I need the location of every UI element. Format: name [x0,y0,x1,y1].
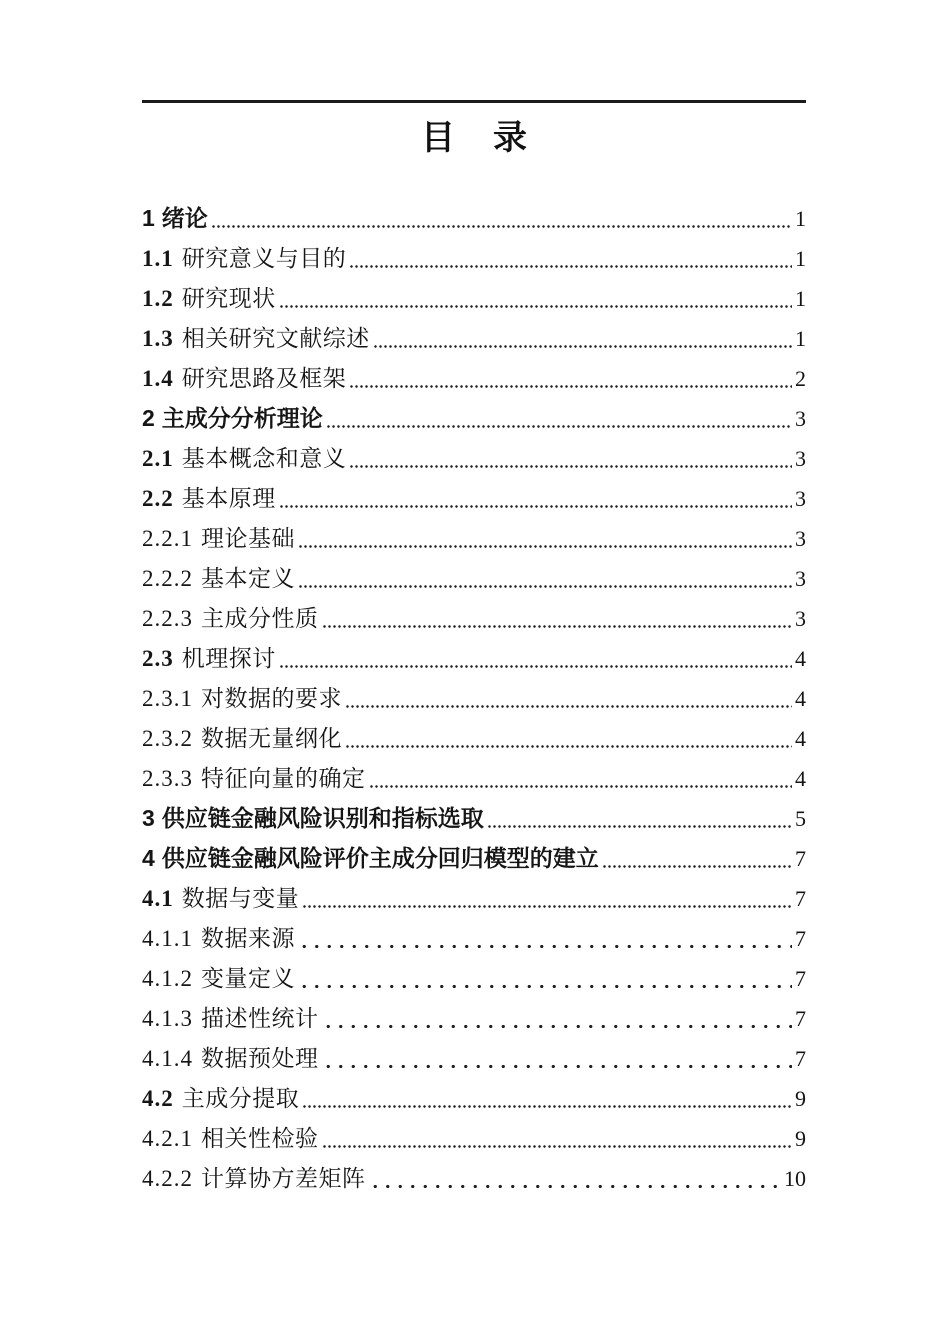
toc-entry-number: 2.3.2 [142,726,193,751]
toc-entry-page: 3 [795,606,806,631]
toc-entry[interactable] [142,556,806,596]
toc-entry-page: 4 [795,686,806,711]
toc-entry-number: 2 [142,405,155,431]
toc-entry-title: 数据与变量 [181,886,300,911]
toc-entry-title: 基本概念和意义 [181,446,347,471]
toc-entry[interactable] [142,676,806,716]
toc-entry-title: 供应链金融风险评价主成分回归模型的建立 [161,845,599,871]
toc-entry-number: 1.3 [142,326,174,351]
toc-entry[interactable] [142,516,806,556]
toc-entry[interactable] [142,596,806,636]
toc-entry[interactable] [142,956,806,996]
toc-entry-page: 7 [795,966,806,991]
toc-entry-page: 7 [795,886,806,911]
toc-entry-title: 特征向量的确定 [201,766,366,791]
dot-leader [349,384,792,389]
toc-entry[interactable] [142,276,806,316]
toc-entry-page: 9 [795,1126,806,1151]
dot-leader [298,984,792,989]
toc-entry-page: 7 [795,1006,806,1031]
dot-leader [345,704,792,709]
toc-entry-page: 9 [795,1086,806,1111]
toc-entry[interactable] [142,196,806,236]
toc-entry-number: 1.4 [142,366,174,391]
dot-leader [322,1064,793,1069]
toc-entry[interactable] [142,396,806,436]
toc-entry-title: 研究思路及框架 [181,366,347,391]
toc-entry[interactable] [142,316,806,356]
toc-entry-number: 4.2.2 [142,1166,193,1191]
toc-entry-number: 1 [142,205,155,231]
toc-entry[interactable] [142,716,806,756]
toc-entry[interactable] [142,836,806,876]
toc-list [142,196,806,1196]
toc-entry-page: 4 [795,646,806,671]
toc-entry-number: 2.3 [142,646,174,671]
dot-leader [279,304,792,309]
toc-entry-page: 7 [795,846,806,871]
dot-leader [279,664,792,669]
toc-entry-title: 基本原理 [181,486,276,511]
dot-leader [302,904,792,909]
dot-leader [369,784,793,789]
toc-entry-title: 理论基础 [201,526,295,551]
dot-leader [298,544,792,549]
toc-entry-title: 计算协方差矩阵 [201,1166,366,1191]
toc-entry-title: 研究现状 [181,286,276,311]
toc-entry-title: 相关性检验 [201,1126,319,1151]
toc-entry[interactable] [142,756,806,796]
toc-entry-page: 7 [795,926,806,951]
toc-entry-title: 供应链金融风险识别和指标选取 [161,805,484,831]
toc-entry[interactable] [142,636,806,676]
toc-entry-number: 2.3.3 [142,766,193,791]
toc-entry-title: 机理探讨 [181,646,276,671]
toc-entry-title: 对数据的要求 [201,686,342,711]
toc-entry-number: 4.1.4 [142,1046,193,1071]
dot-leader [302,1104,792,1109]
toc-entry[interactable] [142,1036,806,1076]
toc-entry-title: 数据无量纲化 [201,726,342,751]
toc-entry-number: 4.1.3 [142,1006,193,1031]
toc-entry-page: 3 [795,406,806,431]
toc-entry-title: 描述性统计 [201,1006,319,1031]
toc-entry[interactable] [142,356,806,396]
toc-entry-number: 4.1 [142,886,174,911]
toc-entry-number: 2.2.3 [142,606,193,631]
toc-entry-page: 5 [795,806,806,831]
toc-entry-page: 3 [795,446,806,471]
dot-leader [373,344,792,349]
toc-entry-number: 2.1 [142,446,174,471]
header-rule [142,100,806,103]
toc-entry-title: 相关研究文献综述 [181,326,370,351]
toc-entry[interactable] [142,916,806,956]
toc-entry-page: 1 [795,286,806,311]
toc-entry[interactable] [142,876,806,916]
toc-entry-title: 基本定义 [201,566,295,591]
toc-entry[interactable] [142,1076,806,1116]
toc-entry-number: 2.3.1 [142,686,193,711]
toc-entry-title: 主成分提取 [181,1086,300,1111]
dot-leader [369,1184,782,1189]
toc-entry[interactable] [142,1156,806,1196]
toc-entry-page: 3 [795,526,806,551]
toc-entry-number: 1.2 [142,286,174,311]
toc-entry-number: 3 [142,805,155,831]
toc-entry-page: 4 [795,766,806,791]
toc-entry[interactable] [142,236,806,276]
toc-entry-page: 7 [795,1046,806,1071]
toc-entry-number: 4.2 [142,1086,174,1111]
dot-leader [322,1144,793,1149]
dot-leader [602,864,792,869]
toc-entry-page: 1 [795,326,806,351]
toc-entry-page: 3 [795,566,806,591]
toc-entry-title: 绪论 [161,205,208,231]
toc-entry[interactable] [142,476,806,516]
toc-entry[interactable] [142,796,806,836]
dot-leader [298,584,792,589]
toc-entry-title: 主成分性质 [201,606,319,631]
toc-entry-number: 2.2 [142,486,174,511]
dot-leader [298,944,792,949]
toc-entry-title: 数据来源 [201,926,295,951]
toc-entry[interactable] [142,436,806,476]
toc-entry-page: 1 [795,206,806,231]
page-title: 目 录 [421,120,529,157]
toc-entry-page: 2 [795,366,806,391]
dot-leader [279,504,792,509]
toc-entry-number: 4.1.1 [142,926,193,951]
toc-entry-number: 1.1 [142,246,174,271]
dot-leader [349,264,792,269]
toc-entry-title: 变量定义 [201,966,295,991]
toc-entry-page: 10 [784,1166,806,1191]
toc-entry-page: 4 [795,726,806,751]
dot-leader [487,824,792,829]
dot-leader [326,424,792,429]
dot-leader [345,744,792,749]
toc-entry-number: 2.2.1 [142,526,193,551]
toc-entry-number: 4.1.2 [142,966,193,991]
dot-leader [322,624,793,629]
dot-leader [322,1024,793,1029]
toc-entry-title: 研究意义与目的 [181,246,347,271]
toc-entry-title: 主成分分析理论 [161,405,323,431]
toc-entry-title: 数据预处理 [201,1046,319,1071]
toc-entry-page: 1 [795,246,806,271]
dot-leader [211,224,792,229]
dot-leader [349,464,792,469]
toc-entry-number: 2.2.2 [142,566,193,591]
toc-entry[interactable] [142,1116,806,1156]
toc-entry-number: 4.2.1 [142,1126,193,1151]
toc-entry[interactable] [142,996,806,1036]
toc-entry-number: 4 [142,845,155,871]
toc-entry-page: 3 [795,486,806,511]
